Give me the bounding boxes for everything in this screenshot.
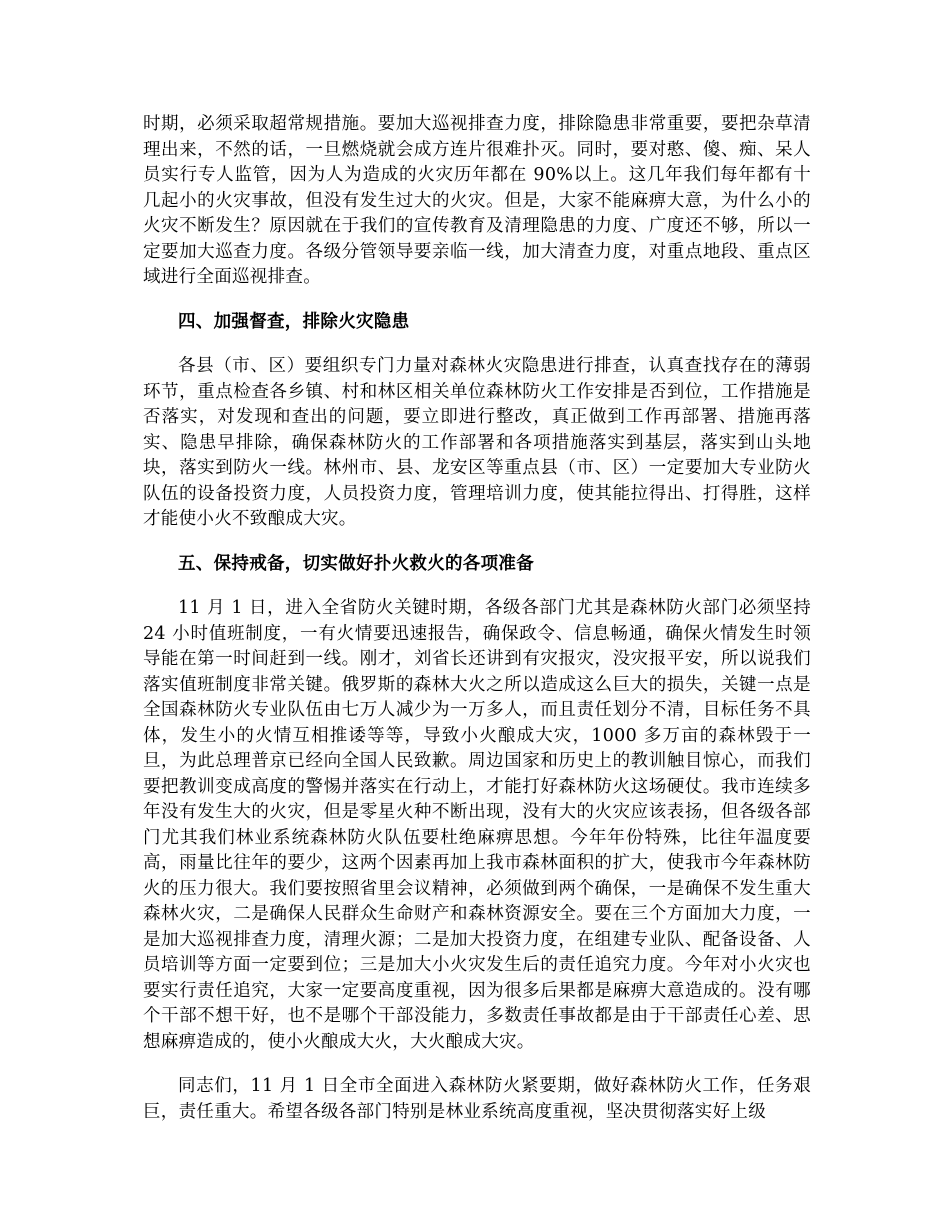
section-heading-4: 四、加强督查，排除火灾隐患 <box>178 311 410 332</box>
document-page <box>143 112 811 1125</box>
paragraph-section-5: 11 月 1 日，进入全省防火关键时期，各级各部门尤其是森林防火部门必须坚持 24 小时值班制度，一有火情要迅速报告，确保政令、信息畅通，确保火情发生时领导能在第一时间赶到一线。刚才，刘省长还讲到有灾报灾，没灾报平安，所以说我们落实值班制度非常关键。俄罗斯的森林大火之所以造成这么巨大的损失，关键一点是全国森林防火专业队伍由七万人减少为一万多人，而且责任划分不清，目标任务不具体，发生小的火情互相推诿等等，导致小火酿成大灾，1000 多万亩的森林毁于一旦，为此总理普京已经向全国人民致歉。周边国家和历史上的教训触目惊心，而我们要把教训变成高度的警惕并落实在行动上，才能打好森林防火这场硬仗。我市连续多年没有发生大的火灾，但是零星火种不断出现，没有大的火灾应该表扬，但各级各部门尤其我们林业系统森林防火队伍要杜绝麻痹思想。今年年份特殊，比往年温度要高，雨量比往年的要少，这两个因素再加上我市森林面积的扩大，使我市今年森林防火的压力很大。我们要按照省里会议精神，必须做到两个确保，一是确保不发生重大森林火灾，二是确保人民群众生命财产和森林资源安全。要在三个方面加大力度，一是加大巡视排查力度，清理火源；二是加大投资力度，在组建专业队、配备设备、人员培训等方面一定要到位；三是加大小火灾发生后的责任追究力度。今年对小火灾也要实行责任追究，大家一定要高度重视，因为很多后果都是麻痹大意造成的。没有哪个干部不想干好，也不是哪个干部没能力，多数责任事故都是由于干部责任心差、思想麻痹造成的，使小火酿成大火，大火酿成大灾。 <box>143 598 811 1052</box>
paragraph-section-4: 各县（市、区）要组织专门力量对森林火灾隐患进行排查，认真查找存在的薄弱环节，重点检查各乡镇、村和林区相关单位森林防火工作安排是否到位，工作措施是否落实，对发现和查出的问题，要立即进行整改，真正做到工作再部署、措施再落实、隐患早排除，确保森林防火的工作部署和各项措施落实到基层，落实到山头地块，落实到防火一线。林州市、县、龙安区等重点县（市、区）一定要加大专业防火队伍的设备投资力度，人员投资力度，管理培训力度，使其能拉得出、打得胜，这样才能使小火不致酿成大灾。 <box>143 356 811 529</box>
section-heading-5: 五、保持戒备，切实做好扑火救火的各项准备 <box>178 553 534 574</box>
paragraph-continuation: 时期，必须采取超常规措施。要加大巡视排查力度，排除隐患非常重要，要把杂草清理出来，不然的话，一旦燃烧就会成方连片很难扑灭。同时，要对憨、傻、痴、呆人员实行专人监管，因为人为造成的火灾历年都在 90%以上。这几年我们每年都有十几起小的火灾事故，但没有发生过大的火灾。但是，大家不能麻痹大意，为什么小的火灾不断发生？原因就在于我们的宣传教育及清理隐患的力度、广度还不够，所以一定要加大巡查力度。各级分管领导要亲临一线，加大清查力度，对重点地段、重点区域进行全面巡视排查。 <box>143 114 811 287</box>
paragraph-closing: 同志们，11 月 1 日全市全面进入森林防火紧要期，做好森林防火工作，任务艰巨，责任重大。希望各级各部门特别是林业系统高度重视，坚决贯彻落实好上级 <box>143 1076 811 1122</box>
